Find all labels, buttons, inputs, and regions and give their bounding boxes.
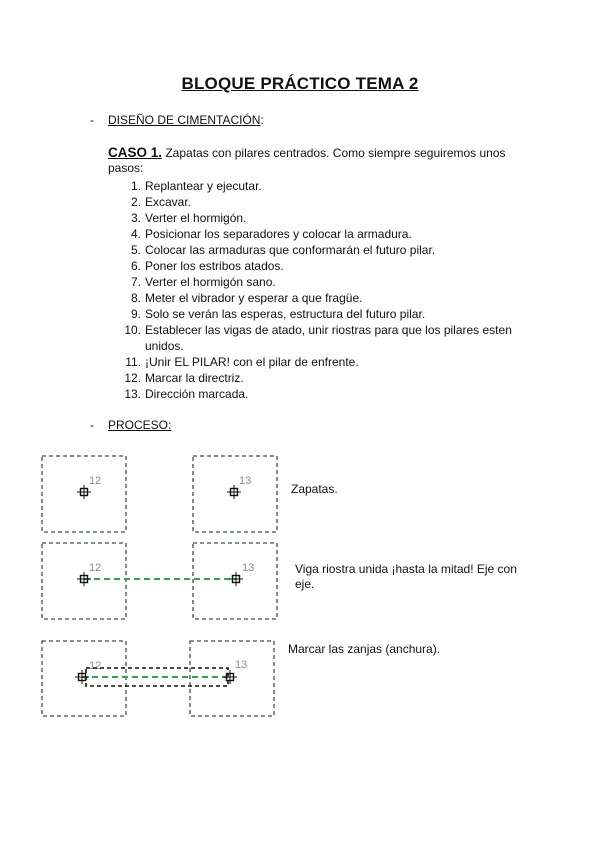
pillar-label-12: 12: [89, 475, 102, 487]
list-item: 3. Verter el hormigón.: [130, 211, 247, 225]
pillar-label-12: 12: [89, 562, 102, 574]
caption-zapatas: Zapatas.: [291, 482, 338, 496]
pillar-marker-icon: [75, 670, 89, 684]
bullet-dash: -: [90, 113, 94, 127]
pillar-label-13: 13: [242, 562, 255, 574]
pillar-label-13: 13: [235, 659, 248, 671]
section-label-suffix: :: [260, 113, 264, 127]
stage-viga-riostra: [42, 543, 277, 619]
pillar-marker-icon: [77, 485, 91, 499]
pillar-label-12: 12: [89, 660, 102, 672]
caption-viga-riostra: Viga riostra unida ¡hasta la mitad! Eje con eje.: [295, 562, 517, 591]
footing-right: [190, 641, 274, 716]
list-item: 6. Poner los estribos atados.: [130, 259, 284, 273]
list-item: 7. Verter el hormigón sano.: [130, 275, 276, 289]
stage-zanjas: [42, 641, 274, 716]
pillar-marker-icon: [223, 670, 237, 684]
stage-zapatas: [42, 456, 277, 532]
section-label: PROCESO:: [108, 418, 172, 432]
caso-heading: CASO 1.: [108, 145, 163, 160]
list-item: 9. Solo se verán las esperas, estructura del futuro pilar.: [130, 307, 426, 321]
list-item: 1. Replantear y ejecutar.: [130, 179, 262, 193]
pillar-marker-icon: [77, 572, 91, 586]
list-item: 12. Marcar la directriz.: [124, 371, 244, 385]
caso-text: Zapatas con pilares centrados. Como siempre seguiremos unos pasos:: [108, 146, 506, 175]
list-item: 11. ¡Unir EL PILAR! con el pilar de enfrente.: [125, 355, 359, 369]
section-label: DISEÑO DE CIMENTACIÓN: [108, 113, 261, 127]
footing-left: [42, 641, 126, 716]
list-item: 2. Excavar.: [130, 195, 192, 209]
bullet-dash: -: [90, 418, 94, 432]
pillar-marker-icon: [227, 485, 241, 499]
pillar-marker-icon: [229, 572, 243, 586]
list-item: 8. Meter el vibrador y esperar a que fragüe.: [130, 291, 363, 305]
pillar-label-13: 13: [239, 475, 252, 487]
page-title: BLOQUE PRÁCTICO TEMA 2: [181, 74, 419, 93]
caption-zanjas: Marcar las zanjas (anchura).: [288, 642, 441, 656]
list-item: 4. Posicionar los separadores y colocar la armadura.: [130, 227, 412, 241]
list-item: 5. Colocar las armaduras que conformarán el futuro pilar.: [130, 243, 436, 257]
list-item: 13. Dirección marcada.: [124, 387, 249, 401]
footing-right: [193, 456, 277, 532]
list-item: 10. Establecer las vigas de atado, unir riostras para que los pilares esten unidos.: [124, 323, 512, 353]
footing-right: [193, 543, 277, 619]
